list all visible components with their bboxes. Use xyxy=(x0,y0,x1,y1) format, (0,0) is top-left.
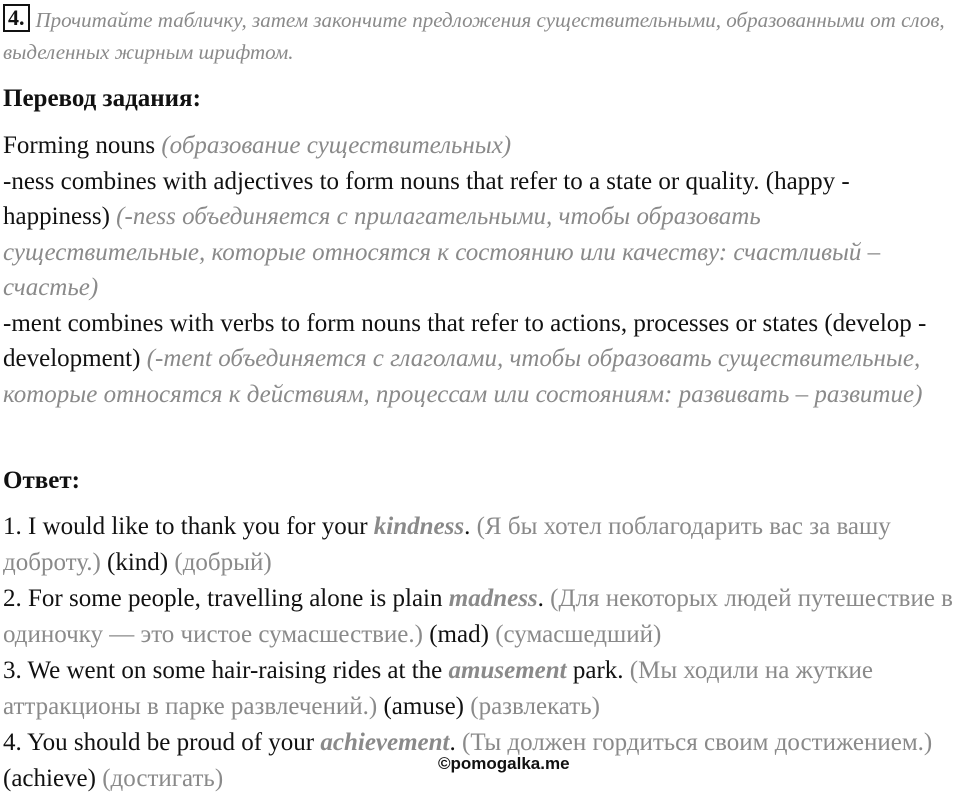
ment-en: -ment combines with verbs to form nouns that refer to actions, processes or states (develop - development) xyxy=(3,309,927,372)
answer-translation: (Мы ходили на жуткие аттракционы в парке развлечений.) xyxy=(3,657,873,720)
answer-text-end: . xyxy=(449,729,456,756)
answer-base-translation: (достигать) xyxy=(102,765,224,792)
answer-translation: (Я бы хотел поблагодарить вас за вашу доброту.) xyxy=(3,513,891,576)
answer-text: 4. You should be proud of your xyxy=(3,729,321,756)
ness-ru: (-ness объединяется с прилагательными, чтобы образовать существительные, которые относятся к состоянию или качеству: счастливый – счастье) xyxy=(3,203,881,301)
answer-text-end: . xyxy=(537,585,544,612)
answer-text: 2. For some people, travelling alone is plain xyxy=(3,585,449,612)
ment-ru: (-ment объединяется с глаголами, чтобы образовать существительные, которые относятся к действиям, процессам или состояниям: развивать – развитие) xyxy=(3,345,923,408)
ness-en: -ness combines with adjectives to form nouns that refer to a state or quality. (happy - happiness) xyxy=(3,167,850,230)
forming-en: Forming nouns xyxy=(3,132,156,159)
answer-text-end: park. xyxy=(566,657,624,684)
answer-item-3 xyxy=(3,653,958,725)
answer-base-word: (mad) xyxy=(429,621,489,648)
translation-heading: Перевод задания: xyxy=(3,85,201,112)
answer-keyword: madness xyxy=(448,585,538,612)
answer-keyword: amusement xyxy=(448,657,567,684)
watermark: ©pomogalka.me xyxy=(438,754,570,773)
answer-base-word: (achieve) xyxy=(3,765,96,792)
answer-translation: (Ты должен гордиться своим достижением.) xyxy=(462,729,933,756)
answer-item-1 xyxy=(3,509,958,581)
answer-text: 1. I would like to thank you for your xyxy=(3,513,374,540)
answer-base-translation: (добрый) xyxy=(174,549,272,576)
answer-base-word: (kind) xyxy=(107,549,169,576)
answer-keyword: kindness xyxy=(373,513,465,540)
answer-keyword: achievement xyxy=(320,729,450,756)
task-number: 4. xyxy=(3,4,30,32)
answer-base-word: (amuse) xyxy=(383,693,464,720)
answer-text: 3. We went on some hair-raising rides at the xyxy=(3,657,449,684)
forming-ru: (образование существительных) xyxy=(161,132,512,159)
answer-translation: (Для некоторых людей путешествие в одиночку — это чистое сумасшествие.) xyxy=(3,585,953,648)
answer-base-translation: (сумасшедший) xyxy=(495,621,662,648)
task-instruction: Прочитайте табличку, затем закончите предложения существительными, образованными от слов, выделенных жирным шрифтом. xyxy=(3,8,945,64)
answer-item-2 xyxy=(3,581,958,653)
answer-base-translation: (развлекать) xyxy=(470,693,600,720)
task-header xyxy=(3,4,953,68)
translation-block xyxy=(3,128,958,412)
answer-heading: Ответ: xyxy=(3,467,80,494)
answer-text-end: . xyxy=(464,513,471,540)
